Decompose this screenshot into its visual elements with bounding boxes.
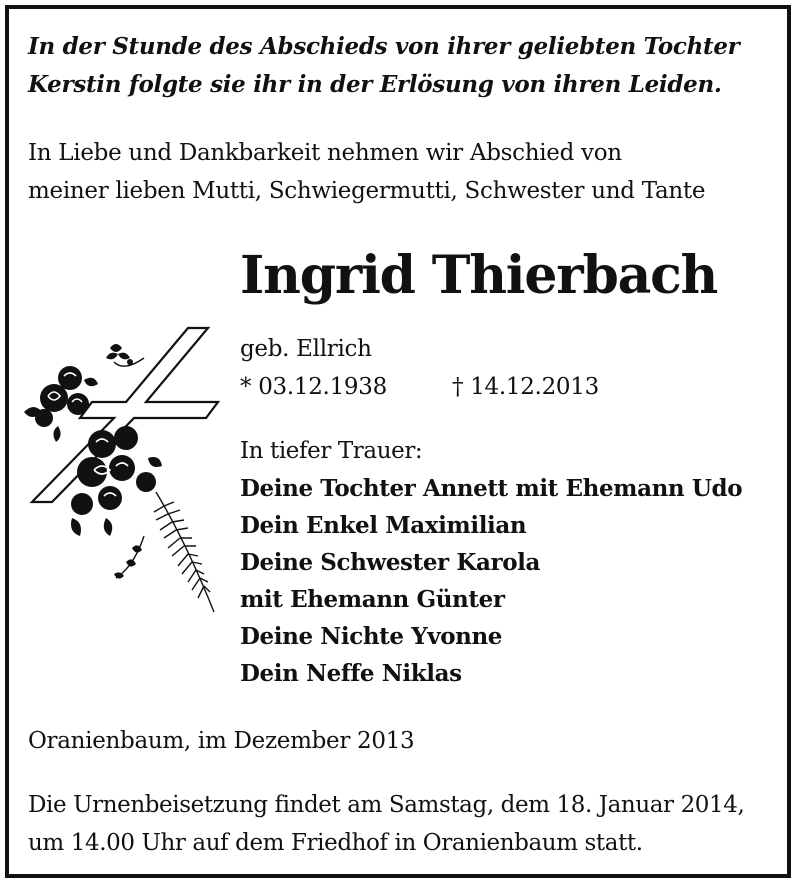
mourner-line: Deine Tochter Annett mit Ehemann Udo: [240, 475, 743, 502]
deceased-name: Ingrid Thierbach: [240, 245, 718, 306]
maiden-name: geb. Ellrich: [240, 336, 372, 362]
farewell-line-1: In Liebe und Dankbarkeit nehmen wir Abschied von: [28, 140, 622, 166]
death-date: † 14.12.2013: [452, 374, 599, 400]
funeral-line-1: Die Urnenbeisetzung findet am Samstag, dem 18. Januar 2014,: [28, 792, 745, 818]
mourner-line: mit Ehemann Günter: [240, 586, 505, 613]
birth-date: * 03.12.1938: [240, 374, 387, 400]
farewell-line-2: meiner lieben Mutti, Schwiegermutti, Schwester und Tante: [28, 178, 706, 204]
mourner-line: Deine Schwester Karola: [240, 549, 540, 576]
funeral-line-2: um 14.00 Uhr auf dem Friedhof in Oranienbaum statt.: [28, 830, 643, 856]
intro-text: [28, 28, 768, 104]
intro-line-1: In der Stunde des Abschieds von ihrer geliebten Tochter: [28, 33, 740, 60]
place-and-date: Oranienbaum, im Dezember 2013: [28, 728, 415, 754]
mourning-label: In tiefer Trauer:: [240, 438, 423, 464]
mourner-line: Deine Nichte Yvonne: [240, 623, 503, 650]
deceased-details: [240, 330, 599, 406]
mourners-block: [240, 433, 742, 692]
farewell-text: [28, 134, 788, 210]
mourner-line: Dein Neffe Niklas: [240, 660, 462, 687]
mourner-line: Dein Enkel Maximilian: [240, 512, 527, 539]
funeral-notice: [28, 786, 744, 862]
intro-line-2: Kerstin folgte sie ihr in der Erlösung von ihren Leiden.: [28, 71, 722, 98]
cross-with-roses-icon: [18, 322, 228, 622]
life-dates: [240, 368, 599, 406]
